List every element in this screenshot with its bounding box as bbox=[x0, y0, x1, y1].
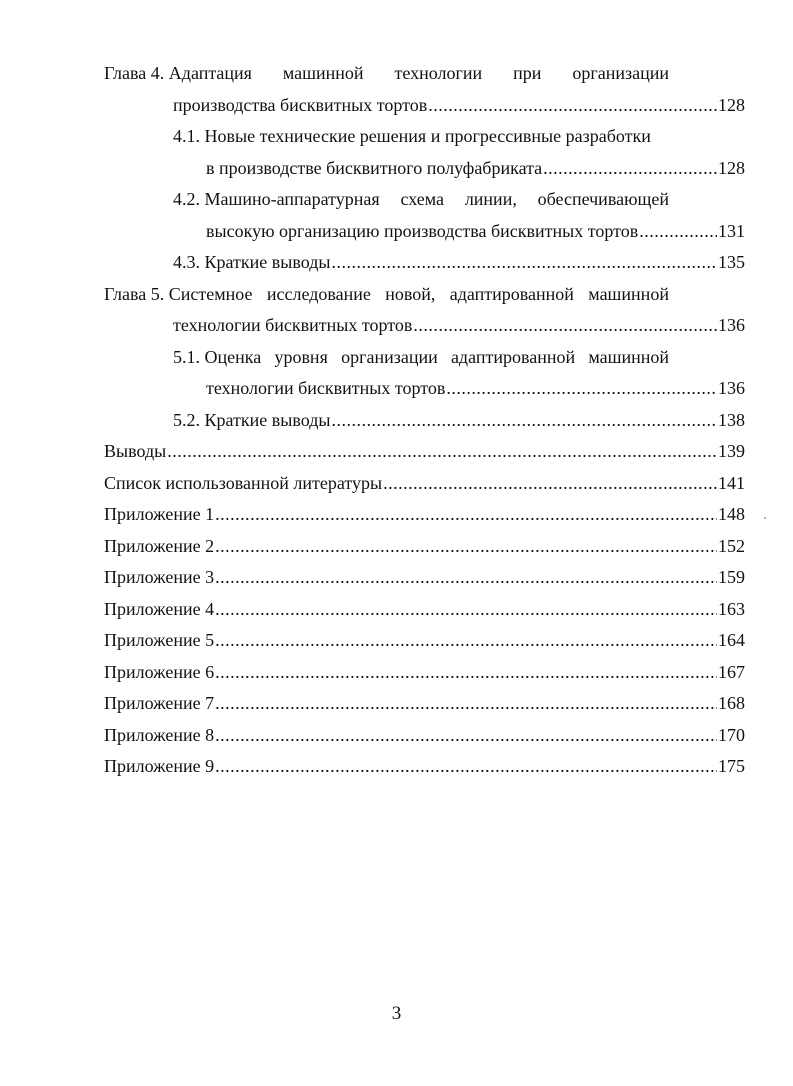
toc-appendix-6 bbox=[104, 657, 745, 689]
toc-chapter-4-line-2 bbox=[104, 90, 745, 122]
dot-leader bbox=[446, 373, 717, 405]
toc-word: организации bbox=[572, 63, 669, 83]
toc-word: организации bbox=[341, 346, 438, 367]
toc-appendix-2 bbox=[104, 531, 745, 563]
toc-appendix-1 bbox=[104, 499, 745, 531]
toc-entry-title: Приложение 9 bbox=[104, 756, 215, 776]
toc-page-number: 128 bbox=[718, 94, 745, 115]
toc-page-number: 141 bbox=[718, 472, 745, 493]
dot-leader bbox=[215, 688, 717, 720]
toc-word: машинной bbox=[588, 283, 669, 304]
dot-leader bbox=[413, 310, 717, 342]
dot-leader bbox=[215, 499, 717, 531]
toc-word: исследование bbox=[266, 283, 371, 304]
toc-references bbox=[104, 468, 745, 500]
toc-section-5-2 bbox=[104, 405, 745, 437]
toc-word: уровня bbox=[274, 346, 328, 367]
toc-word: при bbox=[513, 63, 542, 83]
toc-word: новой, bbox=[385, 283, 436, 304]
toc-section-5-1-line-1 bbox=[104, 342, 745, 374]
toc-appendix-7 bbox=[104, 688, 745, 720]
toc-entry-title: Приложение 7 bbox=[104, 693, 215, 713]
scan-speck bbox=[764, 517, 766, 519]
toc-section-4-3 bbox=[104, 247, 745, 279]
toc-chapter-5-line-1 bbox=[104, 279, 745, 311]
toc-appendix-9 bbox=[104, 751, 745, 783]
toc-page-number: 128 bbox=[718, 157, 745, 178]
toc-conclusions bbox=[104, 436, 745, 468]
toc-page-number: 170 bbox=[718, 724, 745, 745]
toc-entry-title: высокую организацию производства бисквитных тортов bbox=[206, 220, 639, 241]
dot-leader bbox=[215, 531, 717, 563]
toc-word: машинной bbox=[588, 346, 669, 367]
toc-entry-title: Приложение 1 bbox=[104, 504, 215, 524]
toc-entry-title: Приложение 6 bbox=[104, 661, 215, 682]
toc-section-4-2-line-2 bbox=[104, 216, 745, 248]
toc-chapter-4-line-1 bbox=[104, 58, 745, 90]
toc-entry-title: в производстве бисквитного полуфабриката bbox=[206, 157, 543, 178]
toc-entry-title: Выводы bbox=[104, 441, 167, 461]
toc-section-4-1-line-2 bbox=[104, 153, 745, 185]
toc-entry-title: производства бисквитных тортов bbox=[173, 94, 428, 115]
toc-chapter-5-label-word: Глава 5. Системное bbox=[104, 283, 253, 304]
toc-entry-title: Приложение 3 bbox=[104, 567, 215, 587]
toc-page-number: 175 bbox=[718, 756, 745, 776]
dot-leader bbox=[215, 751, 717, 783]
toc-page-number: 164 bbox=[718, 630, 745, 650]
toc-section-first-word: 4.2. Машино-аппаратурная bbox=[173, 189, 380, 209]
toc-entry-title: технологии бисквитных тортов bbox=[173, 315, 413, 335]
toc-section-first-word: 5.1. Оценка bbox=[173, 346, 262, 367]
toc-word: схема bbox=[400, 189, 445, 209]
dot-leader bbox=[215, 625, 717, 657]
toc-chapter-4-label-word: Глава 4. Адаптация bbox=[104, 63, 252, 83]
toc-entry-title: 4.3. Краткие выводы bbox=[173, 252, 331, 272]
toc-word: адаптированной bbox=[450, 346, 576, 367]
dot-leader bbox=[639, 216, 717, 248]
dot-leader bbox=[331, 247, 717, 279]
dot-leader bbox=[215, 657, 717, 689]
toc-entry-title: Список использованной литературы bbox=[104, 472, 383, 493]
toc-entry-title: Приложение 4 bbox=[104, 598, 215, 619]
page-number: 3 bbox=[391, 1003, 402, 1024]
toc-word: технологии bbox=[394, 63, 483, 83]
toc-section-5-1-line-2 bbox=[104, 373, 745, 405]
dot-leader bbox=[428, 90, 717, 122]
toc-entry-title: технологии бисквитных тортов bbox=[206, 378, 446, 398]
toc-chapter-5-line-2 bbox=[104, 310, 745, 342]
toc-entry-title: Приложение 2 bbox=[104, 535, 215, 556]
toc-entry-title: 5.2. Краткие выводы bbox=[173, 409, 331, 430]
toc-page-number: 135 bbox=[718, 252, 745, 272]
toc-entry-title: Приложение 5 bbox=[104, 630, 215, 650]
toc-page-number: 136 bbox=[718, 315, 745, 335]
dot-leader bbox=[215, 720, 717, 752]
dot-leader bbox=[331, 405, 717, 437]
toc-section-4-2-line-1 bbox=[104, 184, 745, 216]
toc-page-number: 152 bbox=[718, 535, 745, 556]
toc-word: машинной bbox=[282, 63, 364, 83]
toc-word: адаптированной bbox=[449, 283, 574, 304]
toc-entry-title: Новые технические решения и прогрессивные разработки bbox=[204, 126, 651, 146]
toc-section-number: 4.1. bbox=[173, 126, 200, 146]
toc-word: обеспечивающей bbox=[537, 189, 669, 209]
table-of-contents bbox=[104, 58, 745, 783]
dot-leader bbox=[167, 436, 717, 468]
toc-page-number: 131 bbox=[718, 220, 745, 241]
dot-leader bbox=[383, 468, 717, 500]
dot-leader bbox=[215, 594, 717, 626]
toc-page-number: 139 bbox=[718, 441, 745, 461]
toc-page-number: 167 bbox=[718, 661, 745, 682]
toc-section-4-1-line-1 bbox=[104, 121, 745, 153]
toc-page-number: 148 bbox=[718, 504, 745, 524]
toc-page-number: 163 bbox=[718, 598, 745, 619]
toc-appendix-8 bbox=[104, 720, 745, 752]
dot-leader bbox=[543, 153, 717, 185]
toc-page-number: 136 bbox=[718, 378, 745, 398]
toc-appendix-5 bbox=[104, 625, 745, 657]
toc-page-number: 138 bbox=[718, 409, 745, 430]
toc-appendix-4 bbox=[104, 594, 745, 626]
toc-page-number: 159 bbox=[718, 567, 745, 587]
dot-leader bbox=[215, 562, 717, 594]
toc-appendix-3 bbox=[104, 562, 745, 594]
toc-entry-title: Приложение 8 bbox=[104, 724, 215, 745]
toc-word: линии, bbox=[464, 189, 517, 209]
toc-page-number: 168 bbox=[718, 693, 745, 713]
